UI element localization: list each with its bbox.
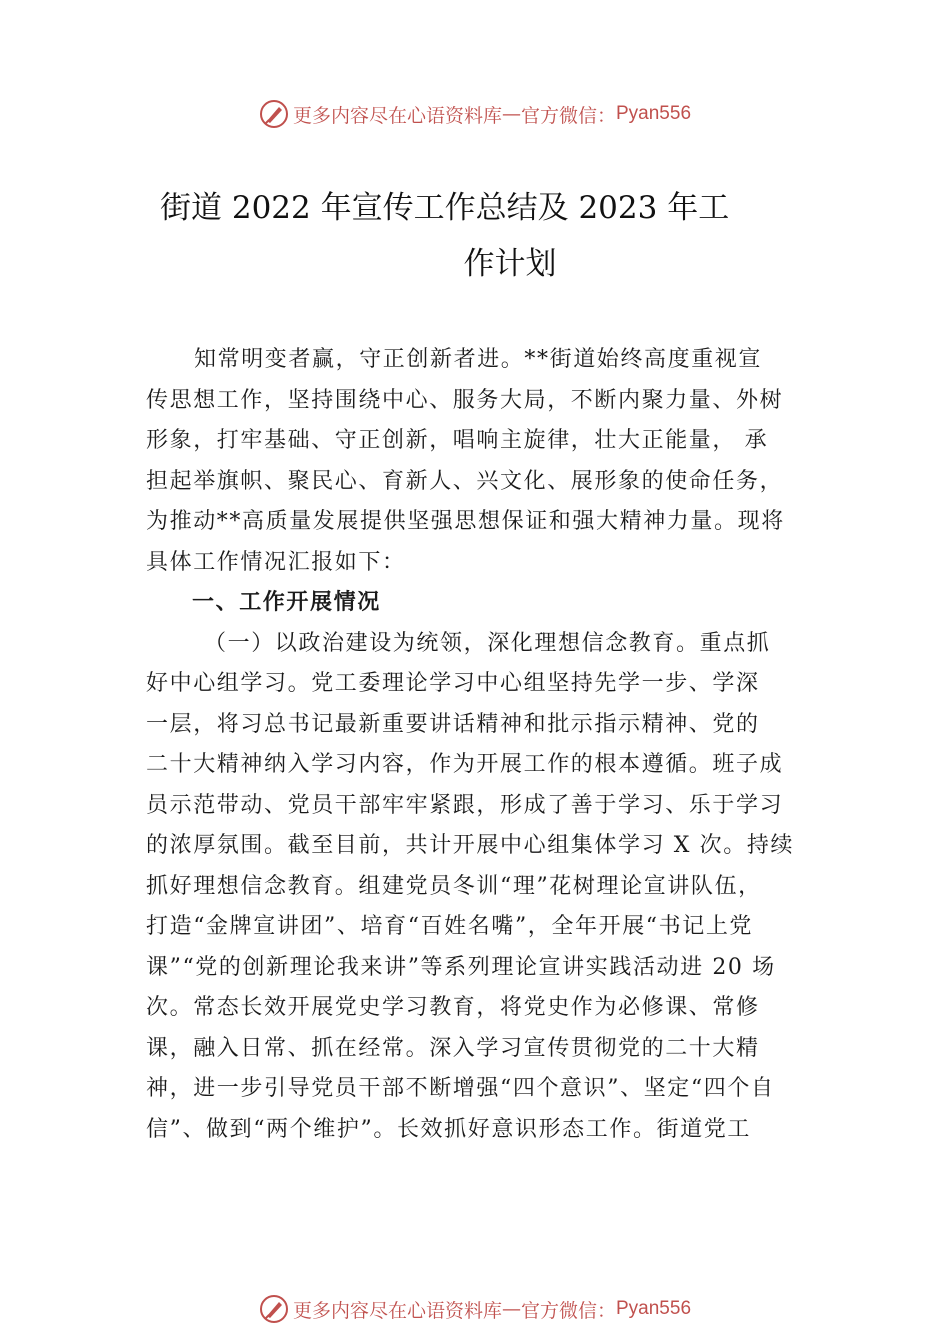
watermark-suffix: 官方微信： [520, 104, 616, 127]
watermark-separator: — [501, 103, 521, 125]
title-line-1: 街道 2022 年宣传工作总结及 2023 年工 [160, 190, 730, 226]
document-body [146, 340, 836, 1150]
paragraph2-line: 课”“党的创新理论我来讲”等系列理论宣讲实践活动进 20 场 [146, 954, 776, 980]
quill-logo-icon [259, 1294, 289, 1324]
paragraph2-line: 课，融入日常、抓在经常。深入学习宣传贯彻党的二十大精 [146, 1035, 760, 1061]
watermark-suffix: 官方微信： [520, 1299, 616, 1322]
paragraph1-line: 具体工作情况汇报如下： [146, 549, 406, 575]
watermark-handle: Pyan556 [616, 103, 692, 124]
paragraph1-line: 传思想工作，坚持围绕中心、服务大局，不断内聚力量、外树 [146, 387, 784, 413]
paragraph1-line: 形象，打牢基础、守正创新，唱响主旋律，壮大正能量， 承 [146, 428, 769, 453]
watermark-separator: — [501, 1298, 521, 1320]
paragraph1-line: 担起举旗帜、聚民心、育新人、兴文化、展形象的使命任务， [146, 468, 784, 494]
header-watermark [0, 94, 950, 134]
section-heading: 一、工作开展情况 [192, 590, 381, 615]
paragraph2-line: 打造“金牌宣讲团”、培育“百姓名嘴”，全年开展“书记上党 [146, 914, 754, 939]
quill-logo-icon [259, 99, 289, 129]
paragraph2-line: 的浓厚氛围。截至目前，共计开展中心组集体学习 X 次。持续 [146, 833, 795, 858]
paragraph2-line: 一层，将习总书记最新重要讲话精神和批示指示精神、党的 [146, 711, 760, 737]
paragraph1-line: 为推动**高质量发展提供坚强思想保证和强大精神力量。现将 [146, 509, 785, 534]
watermark-text: 更多内容尽在心语资料库 [292, 1299, 502, 1322]
paragraph2-line: 神，进一步引导党员干部不断增强“四个意识”、坚定“四个自 [146, 1076, 775, 1101]
paragraph2-line: 信”、做到“两个维护”。长效抓好意识形态工作。街道党工 [146, 1116, 751, 1142]
watermark-text: 更多内容尽在心语资料库 [292, 104, 502, 127]
paragraph2-line: 二十大精神纳入学习内容，作为开展工作的根本遵循。班子成 [146, 752, 784, 777]
title-line-2: 作计划 [463, 246, 557, 282]
paragraph2-line: 次。常态长效开展党史学习教育，将党史作为必修课、常修 [146, 995, 760, 1020]
paragraph2-line: （一）以政治建设为统领，深化理想信念教育。重点抓 [204, 630, 771, 656]
paragraph1-line: 知常明变者赢，守正创新者进。**街道始终高度重视宣 [194, 347, 763, 372]
footer-watermark [0, 1289, 950, 1329]
document-title [140, 180, 820, 292]
paragraph2-line: 抓好理想信念教育。组建党员冬训“理”花树理论宣讲队伍， [146, 873, 762, 899]
watermark-handle: Pyan556 [616, 1298, 692, 1319]
paragraph2-line: 好中心组学习。党工委理论学习中心组坚持先学一步、学深 [146, 671, 760, 696]
paragraph2-line: 员示范带动、党员干部牢牢紧跟，形成了善于学习、乐于学习 [146, 792, 784, 818]
